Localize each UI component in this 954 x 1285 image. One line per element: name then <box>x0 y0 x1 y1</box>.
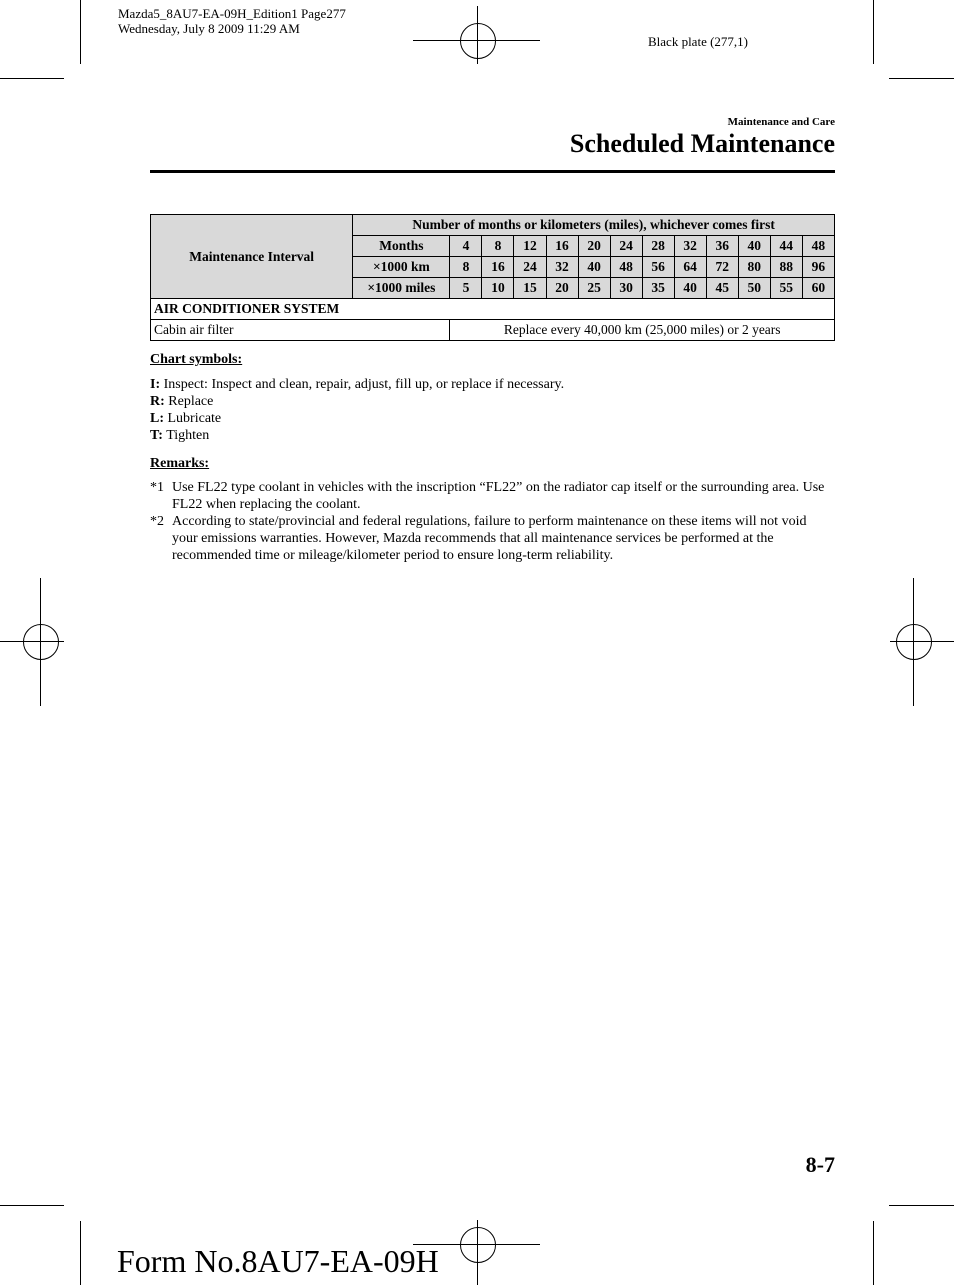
table-cell: 80 <box>738 257 770 278</box>
table-cell: 40 <box>674 278 706 299</box>
table-cell: 28 <box>642 236 674 257</box>
remark-text: Use FL22 type coolant in vehicles with the inscription “FL22” on the radiator cap itself or the surrounding area. Use FL22 when replacing the coolant. <box>172 480 825 512</box>
remarks-title: Remarks: <box>150 456 210 471</box>
row-label: ×1000 miles <box>353 278 450 299</box>
list-item <box>150 376 564 393</box>
table-cell: 24 <box>610 236 642 257</box>
table-cell: 4 <box>450 236 482 257</box>
table-cell: 36 <box>706 236 738 257</box>
table-cell: 96 <box>802 257 834 278</box>
table-cell: 8 <box>482 236 514 257</box>
symbol-text: Inspect: Inspect and clean, repair, adjust, fill up, or replace if necessary. <box>160 377 565 392</box>
symbol-key: L: <box>150 411 164 426</box>
table-cell: 32 <box>546 257 578 278</box>
table-cell: 35 <box>642 278 674 299</box>
symbol-text: Tighten <box>162 428 210 443</box>
list-item <box>150 479 835 513</box>
table-cell: 44 <box>770 236 802 257</box>
table-cell: 20 <box>578 236 610 257</box>
symbol-text: Lubricate <box>164 411 222 426</box>
print-header-file: Mazda5_8AU7-EA-09H_Edition1 Page277 <box>118 6 346 21</box>
interval-label-cell: Maintenance Interval <box>151 215 353 299</box>
chart-symbols <box>150 351 564 444</box>
remark-number: *2 <box>150 514 164 529</box>
symbol-key: T: <box>150 428 163 443</box>
remarks <box>150 455 835 564</box>
table-cell: 12 <box>514 236 546 257</box>
table-cell: 8 <box>450 257 482 278</box>
table-cell: 72 <box>706 257 738 278</box>
print-header-date: Wednesday, July 8 2009 11:29 AM <box>118 21 300 36</box>
page-number: 8-7 <box>805 1152 835 1177</box>
form-number: Form No.8AU7-EA-09H <box>117 1243 439 1279</box>
chart-symbols-title: Chart symbols: <box>150 352 243 367</box>
table-cell: 64 <box>674 257 706 278</box>
table-cell: 60 <box>802 278 834 299</box>
table-cell: 50 <box>738 278 770 299</box>
table-cell: 16 <box>546 236 578 257</box>
table-cell: 10 <box>482 278 514 299</box>
table-cell: 48 <box>802 236 834 257</box>
table-cell: 88 <box>770 257 802 278</box>
span-header-cell: Number of months or kilometers (miles), whichever comes first <box>353 215 835 236</box>
remark-text: According to state/provincial and federal regulations, failure to perform maintenance on these items will not void your emissions warranties. However, Mazda recommends that all maintenance services be performed at the recommended time or mileage/kilometer period to ensure long-term reliability. <box>172 514 807 563</box>
section-label: Maintenance and Care <box>727 116 835 128</box>
list-item <box>150 410 564 427</box>
print-header <box>118 6 346 36</box>
table-cell: 16 <box>482 257 514 278</box>
table-row <box>151 320 835 341</box>
list-item <box>150 393 564 410</box>
symbol-key: I: <box>150 377 161 392</box>
table-cell: 45 <box>706 278 738 299</box>
table-cell: 32 <box>674 236 706 257</box>
table-cell: 40 <box>578 257 610 278</box>
table-cell: 25 <box>578 278 610 299</box>
list-item <box>150 513 835 564</box>
row-label: Months <box>353 236 450 257</box>
remark-number: *1 <box>150 480 164 495</box>
table-section-row <box>151 299 835 320</box>
table-cell: 15 <box>514 278 546 299</box>
item-name: Cabin air filter <box>151 320 450 341</box>
maintenance-table <box>150 214 835 341</box>
row-label: ×1000 km <box>353 257 450 278</box>
table-cell: 20 <box>546 278 578 299</box>
table-cell: 30 <box>610 278 642 299</box>
symbol-text: Replace <box>164 394 214 409</box>
page-title: Scheduled Maintenance <box>569 129 835 158</box>
plate-label: Black plate (277,1) <box>648 34 748 49</box>
list-item <box>150 427 564 444</box>
section-heading: AIR CONDITIONER SYSTEM <box>151 299 835 320</box>
item-note: Replace every 40,000 km (25,000 miles) or 2 years <box>450 320 835 341</box>
table-cell: 48 <box>610 257 642 278</box>
table-cell: 24 <box>514 257 546 278</box>
table-cell: 40 <box>738 236 770 257</box>
table-header-row <box>151 215 835 236</box>
symbol-key: R: <box>150 394 165 409</box>
table-cell: 55 <box>770 278 802 299</box>
title-rule <box>150 170 835 173</box>
table-cell: 5 <box>450 278 482 299</box>
table-cell: 56 <box>642 257 674 278</box>
